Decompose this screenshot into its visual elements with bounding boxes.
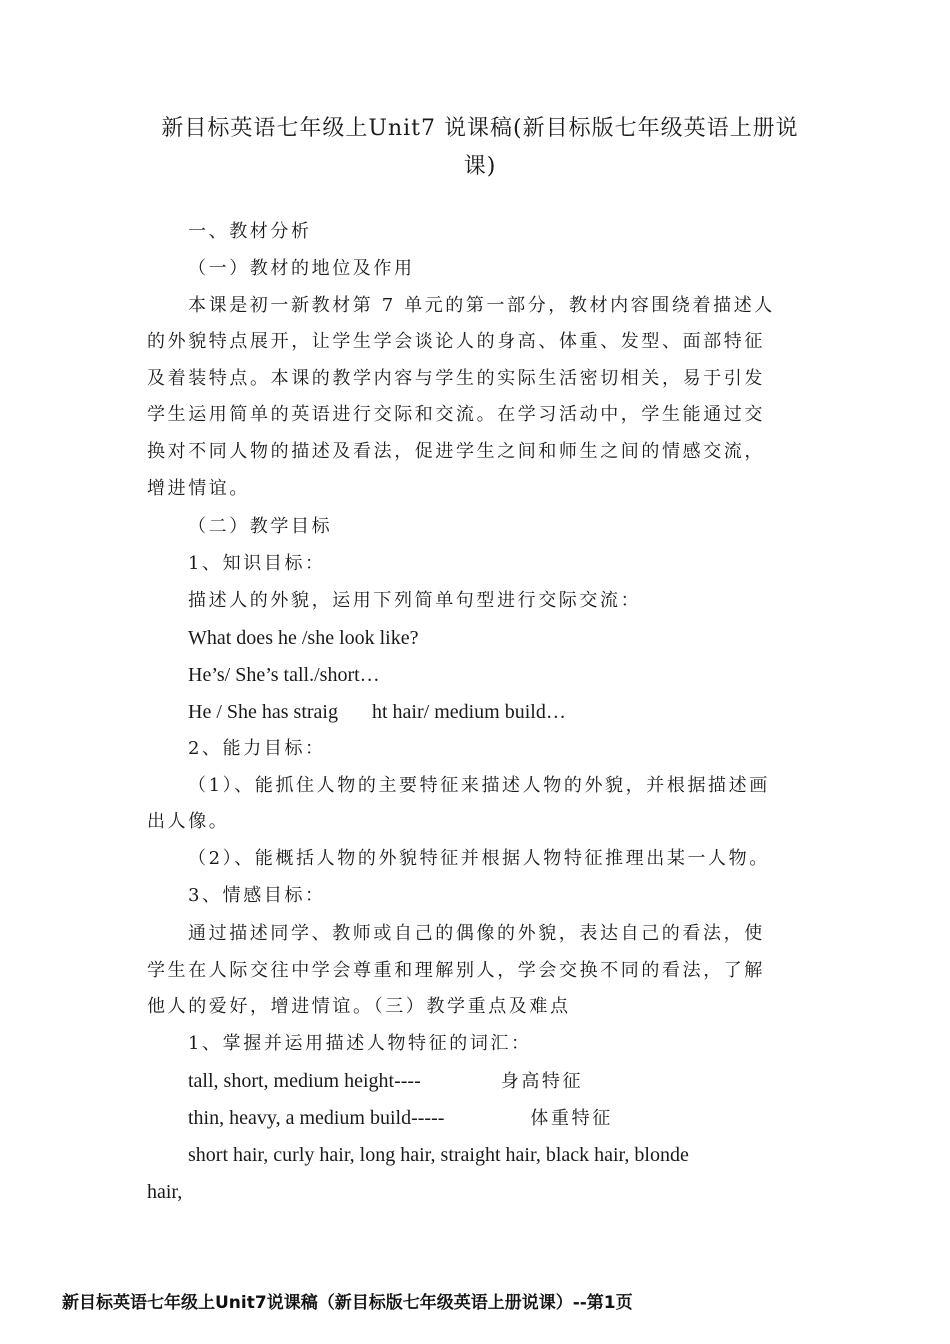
paragraph-line: 通过描述同学、教师或自己的偶像的外貌，表达自己的看法，使 — [188, 923, 765, 944]
sentence-pattern-part: He / She has straig — [188, 701, 338, 723]
objective-heading: 2、能力目标： — [188, 738, 326, 759]
vocabulary-category: 体重特征 — [530, 1108, 613, 1129]
objective-heading: 3、情感目标： — [188, 885, 326, 906]
vocabulary-words: thin, heavy, a medium build----- — [188, 1107, 445, 1129]
sentence-pattern-part: ht hair/ medium build… — [371, 701, 566, 723]
paragraph-line: 增进情谊。 — [147, 478, 250, 499]
paragraph-line: 出人像。 — [147, 811, 230, 832]
title-line-1: 新目标英语七年级上Unit7 说课稿(新目标版七年级英语上册说 — [161, 116, 799, 141]
paragraph-line: 及着装特点。本课的教学内容与学生的实际生活密切相关，易于引发 — [147, 368, 765, 389]
title-line-2: 课) — [463, 154, 497, 179]
vocabulary-words: tall, short, medium height---- — [188, 1070, 421, 1092]
sentence-pattern: He’s/ She’s tall./short… — [188, 664, 380, 686]
paragraph-line: 他人的爱好，增进情谊。（三）教学重点及难点 — [147, 996, 571, 1017]
paragraph-line: 换对不同人物的描述及看法，促进学生之间和师生之间的情感交流， — [147, 441, 765, 462]
vocabulary-line — [188, 1104, 613, 1133]
paragraph-line: 的外貌特点展开，让学生学会谈论人的身高、体重、发型、面部特征 — [147, 331, 765, 352]
vocabulary-category: 身高特征 — [500, 1071, 584, 1092]
objective-heading: 1、知识目标： — [188, 553, 326, 574]
vocabulary-line: short hair, curly hair, long hair, straight hair, black hair, blonde — [188, 1144, 689, 1166]
sentence-pattern: What does he /she look like? — [188, 627, 419, 649]
paragraph-line: 本课是初一新教材第 7 单元的第一部分，教材内容围绕着描述人 — [188, 295, 775, 316]
vocabulary-line — [188, 1067, 583, 1096]
subsection-heading: （二）教学目标 — [188, 516, 333, 537]
paragraph-line: 描述人的外貌，运用下列简单句型进行交际交流： — [188, 590, 642, 611]
objective-heading: 1、掌握并运用描述人物特征的词汇： — [188, 1033, 532, 1054]
paragraph-line: 学生运用简单的英语进行交际和交流。在学习活动中，学生能通过交 — [147, 404, 765, 425]
paragraph-line: （2）、能概括人物的外貌特征并根据人物特征推理出某一人物。 — [188, 848, 770, 869]
sentence-pattern — [188, 698, 566, 726]
page-footer: 新目标英语七年级上Unit7说课稿（新目标版七年级英语上册说课）--第1页 — [62, 1293, 633, 1313]
paragraph-line: （1）、能抓住人物的主要特征来描述人物的外貌，并根据描述画 — [188, 775, 770, 796]
paragraph-line: 学生在人际交往中学会尊重和理解别人，学会交换不同的看法，了解 — [147, 960, 765, 981]
vocabulary-line: hair, — [147, 1181, 183, 1203]
document-title — [140, 110, 820, 186]
section-heading: 一、教材分析 — [188, 221, 312, 242]
subsection-heading: （一）教材的地位及作用 — [188, 258, 415, 279]
